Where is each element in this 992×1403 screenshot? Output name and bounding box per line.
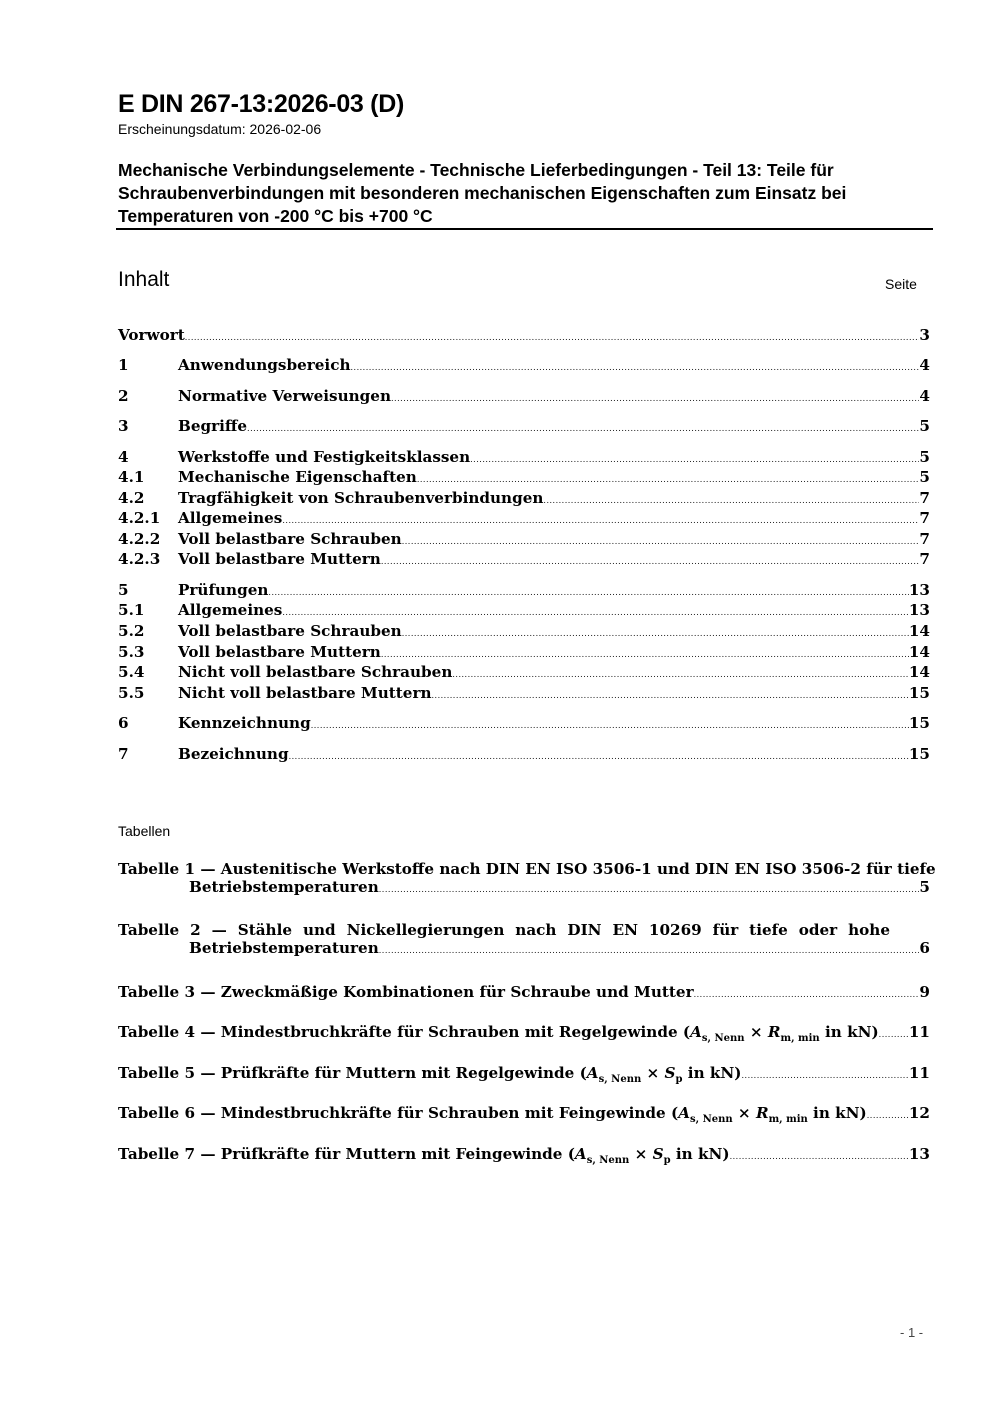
table-entry-page: 11 bbox=[908, 1064, 930, 1082]
toc-entry-5-4[interactable] bbox=[118, 663, 930, 681]
table-entry-7[interactable] bbox=[118, 1145, 930, 1166]
toc-entry-page: 7 bbox=[919, 509, 930, 527]
toc-entry-label: Voll belastbare Muttern bbox=[178, 643, 381, 661]
toc-entry-page: 15 bbox=[908, 745, 930, 763]
toc-entry-number: 6 bbox=[118, 714, 129, 732]
leader-dots bbox=[379, 878, 920, 896]
toc-entry-label: Prüfungen bbox=[178, 581, 269, 599]
table-entry-page: 9 bbox=[919, 983, 930, 1001]
leader-dots bbox=[452, 663, 908, 681]
toc-entry-page: 14 bbox=[908, 663, 930, 681]
toc-entry-5-1[interactable] bbox=[118, 601, 930, 619]
toc-entry-page: 5 bbox=[919, 417, 930, 435]
toc-entry-page: 13 bbox=[908, 601, 930, 619]
toc-entry-page: 13 bbox=[908, 581, 930, 599]
toc-entry-4-2-1[interactable] bbox=[118, 509, 930, 527]
toc-entry-label: Voll belastbare Schrauben bbox=[178, 530, 402, 548]
leader-dots bbox=[742, 1064, 909, 1082]
toc-entry-4[interactable] bbox=[118, 448, 930, 466]
toc-entry-label: Allgemeines bbox=[178, 601, 283, 619]
page-column-label: Seite bbox=[885, 276, 917, 292]
leader-dots bbox=[247, 417, 919, 435]
toc-entry-5-2[interactable] bbox=[118, 622, 930, 640]
leader-dots bbox=[185, 326, 920, 344]
table-entry-label: Tabelle 1 — Austenitische Werkstoffe nach DIN EN ISO 3506-1 und DIN EN ISO 3506-2 für tiefe bbox=[118, 860, 936, 878]
toc-entry-number: 4.2.2 bbox=[118, 530, 161, 548]
toc-entry-label: Vorwort bbox=[118, 326, 185, 344]
table-entry-label: Tabelle 7 — Prüfkräfte für Muttern mit Feingewinde ($A_{s, Nenn} \times S_p$ in kN) bbox=[118, 1145, 730, 1167]
leader-dots bbox=[730, 1145, 909, 1163]
toc-entry-number: 5.5 bbox=[118, 684, 145, 702]
toc-entry-7[interactable] bbox=[118, 745, 930, 763]
document-title: Mechanische Verbindungselemente - Technische Lieferbedingungen - Teil 13: Teile für Schraubenverbindungen mit besonderen mechanischen Eigenschaften zum Einsatz bei Temperaturen von -200 °C bis +700 °C bbox=[118, 160, 847, 226]
leader-dots bbox=[350, 356, 919, 374]
toc-entry-number: 4.1 bbox=[118, 468, 145, 486]
table-entry-5[interactable] bbox=[118, 1064, 930, 1085]
toc-entry-label: Tragfähigkeit von Schraubenverbindungen bbox=[178, 489, 544, 507]
toc-entry-3[interactable] bbox=[118, 417, 930, 435]
toc-entry-4-2[interactable] bbox=[118, 489, 930, 507]
table-entry-page: 5 bbox=[919, 878, 930, 896]
toc-entry-label: Bezeichnung bbox=[178, 745, 289, 763]
toc-entry-page: 5 bbox=[919, 468, 930, 486]
toc-entry-label: Werkstoffe und Festigkeitsklassen bbox=[178, 448, 471, 466]
leader-dots bbox=[879, 1023, 909, 1041]
leader-dots bbox=[470, 448, 919, 466]
toc-entry-number: 4.2 bbox=[118, 489, 145, 507]
toc-entry-page: 5 bbox=[919, 448, 930, 466]
toc-entry-number: 1 bbox=[118, 356, 129, 374]
toc-entry-page: 15 bbox=[908, 684, 930, 702]
leader-dots bbox=[867, 1104, 909, 1122]
table-entry-page: 11 bbox=[908, 1023, 930, 1041]
toc-entry-label: Voll belastbare Muttern bbox=[178, 550, 381, 568]
leader-dots bbox=[694, 983, 920, 1001]
toc-entry-number: 4.2.1 bbox=[118, 509, 161, 527]
table-entry-page: 12 bbox=[908, 1104, 930, 1122]
toc-entry-label: Voll belastbare Schrauben bbox=[178, 622, 402, 640]
toc-entry-5-3[interactable] bbox=[118, 643, 930, 661]
toc-entry-5-5[interactable] bbox=[118, 684, 930, 702]
toc-entry-number: 7 bbox=[118, 745, 129, 763]
toc-entry-number: 2 bbox=[118, 387, 129, 405]
table-entry-label-cont: Betriebstemperaturen bbox=[189, 939, 379, 957]
toc-entry-page: 14 bbox=[908, 622, 930, 640]
toc-entry-label: Normative Verweisungen bbox=[178, 387, 392, 405]
table-entry-label: Tabelle 4 — Mindestbruchkräfte für Schrauben mit Regelgewinde ($A_{s, Nenn} \times R_{m, min}$ in kN) bbox=[118, 1023, 879, 1045]
toc-entry-number: 5.3 bbox=[118, 643, 145, 661]
toc-entry-vorwort[interactable] bbox=[118, 326, 930, 344]
toc-entry-page: 4 bbox=[919, 387, 930, 405]
table-entry-6[interactable] bbox=[118, 1104, 930, 1125]
leader-dots bbox=[381, 550, 920, 568]
table-entry-label: Tabelle 2 — Stähle und Nickellegierungen nach DIN EN 10269 für tiefe oder hohe bbox=[118, 921, 890, 939]
toc-entry-1[interactable] bbox=[118, 356, 930, 374]
toc-entry-label: Begriffe bbox=[178, 417, 248, 435]
page-number: - 1 - bbox=[900, 1325, 924, 1340]
toc-entry-page: 4 bbox=[919, 356, 930, 374]
table-entry-4[interactable] bbox=[118, 1023, 930, 1044]
toc-heading: Inhalt bbox=[118, 268, 170, 291]
toc-entry-2[interactable] bbox=[118, 387, 930, 405]
title-divider bbox=[116, 228, 933, 230]
toc-entry-page: 3 bbox=[919, 326, 930, 344]
table-entry-3[interactable] bbox=[118, 983, 930, 1001]
table-entry-label: Tabelle 3 — Zweckmäßige Kombinationen für Schraube und Mutter bbox=[118, 983, 694, 1001]
leader-dots bbox=[282, 601, 908, 619]
toc-entry-4-2-2[interactable] bbox=[118, 530, 930, 548]
table-entry-label: Tabelle 5 — Prüfkräfte für Muttern mit Regelgewinde ($A_{s, Nenn} \times S_p$ in kN) bbox=[118, 1064, 742, 1086]
table-entry-label-cont: Betriebstemperaturen bbox=[189, 878, 379, 896]
toc-entry-page: 7 bbox=[919, 530, 930, 548]
table-entry-2[interactable] bbox=[118, 921, 930, 957]
toc-entry-page: 7 bbox=[919, 489, 930, 507]
toc-entry-page: 7 bbox=[919, 550, 930, 568]
leader-dots bbox=[381, 643, 909, 661]
toc-entry-number: 5.4 bbox=[118, 663, 145, 681]
table-entry-label: Tabelle 6 — Mindestbruchkräfte für Schrauben mit Feingewinde ($A_{s, Nenn} \times R_{m, min}$ in kN) bbox=[118, 1104, 867, 1126]
toc-entry-number: 4 bbox=[118, 448, 129, 466]
leader-dots bbox=[311, 714, 909, 732]
toc-entry-4-1[interactable] bbox=[118, 468, 930, 486]
leader-dots bbox=[402, 622, 909, 640]
toc-entry-number: 5.2 bbox=[118, 622, 145, 640]
tables-heading: Tabellen bbox=[118, 823, 171, 839]
document-id: E DIN 267-13:2026-03 (D) bbox=[118, 90, 404, 118]
toc-entry-label: Nicht voll belastbare Muttern bbox=[178, 684, 432, 702]
toc-entry-page: 14 bbox=[908, 643, 930, 661]
toc-entry-label: Anwendungsbereich bbox=[178, 356, 351, 374]
toc-entry-number: 5.1 bbox=[118, 601, 145, 619]
toc-entry-5[interactable] bbox=[118, 581, 930, 599]
leader-dots bbox=[391, 387, 919, 405]
toc-entry-label: Nicht voll belastbare Schrauben bbox=[178, 663, 453, 681]
leader-dots bbox=[402, 530, 920, 548]
leader-dots bbox=[289, 745, 909, 763]
toc-entry-label: Kennzeichnung bbox=[178, 714, 311, 732]
leader-dots bbox=[282, 509, 919, 527]
toc-entry-4-2-3[interactable] bbox=[118, 550, 930, 568]
toc-entry-label: Allgemeines bbox=[178, 509, 283, 527]
toc-entry-label: Mechanische Eigenschaften bbox=[178, 468, 417, 486]
toc-entry-number: 3 bbox=[118, 417, 129, 435]
publication-date: Erscheinungsdatum: 2026-02-06 bbox=[118, 121, 322, 137]
table-entry-1[interactable] bbox=[118, 860, 936, 896]
leader-dots bbox=[432, 684, 909, 702]
toc-entry-6[interactable] bbox=[118, 714, 930, 732]
leader-dots bbox=[417, 468, 920, 486]
leader-dots bbox=[379, 939, 920, 957]
toc-entry-page: 15 bbox=[908, 714, 930, 732]
leader-dots bbox=[268, 581, 908, 599]
table-entry-page: 6 bbox=[919, 939, 930, 957]
toc-entry-number: 4.2.3 bbox=[118, 550, 161, 568]
table-entry-page: 13 bbox=[908, 1145, 930, 1163]
toc-entry-number: 5 bbox=[118, 581, 129, 599]
leader-dots bbox=[543, 489, 919, 507]
